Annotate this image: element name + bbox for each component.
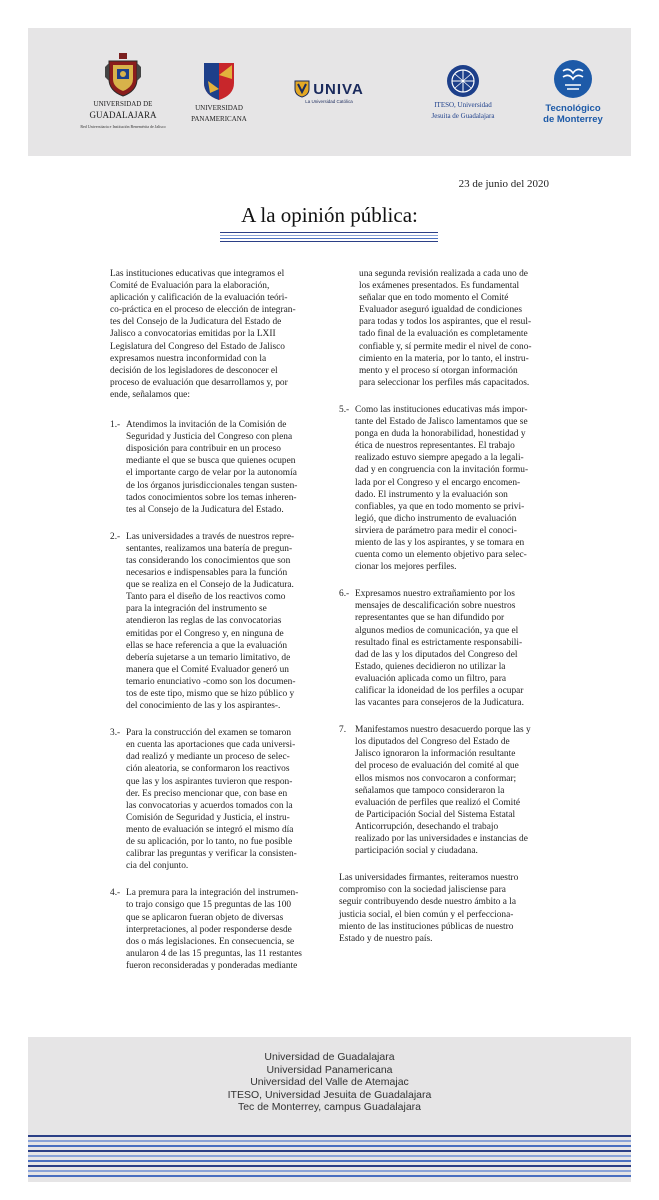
point-5 (339, 404, 556, 573)
point-7 (339, 724, 556, 857)
point-3-number: 3.- (110, 728, 121, 739)
univa-wordmark: UNIVA (313, 80, 364, 98)
right-column (339, 268, 556, 959)
closing-paragraph: Las universidades firmantes, reiteramos nuestro compromiso con la sociedad jalisciense para seguir contribuyendo desde nuestro ámbito a la justicia social, el bien común y el perfecciona- miento de las instituciones públicas de nuestro Estado y de nuestro país. (339, 873, 519, 944)
point-6-text: Expresamos nuestro extrañamiento por los mensajes de descalificación sobre nuestros representantes que se han difundido por algunos medios de comunicación, ya que el resultado final es estrictamente responsabili- dad de las y los diputados del Congreso del Estado, quienes decidieron no utilizar la evaluación aplicada como un filtro, para calificar la idoneidad de los perfiles a ocupar las vacantes para consejeros de la Judicatura. (355, 589, 524, 709)
point-4 (110, 887, 330, 972)
iteso-name-line1: ITESO, Universidad (434, 101, 492, 109)
univa-shield-icon (294, 80, 310, 98)
signatory-tec: Tec de Monterrey, campus Guadalajara (237, 1101, 422, 1113)
univa-logo (274, 28, 384, 156)
left-column (110, 268, 330, 987)
publication-date: 23 de junio del 2020 (458, 178, 549, 190)
signatory-iteso: ITESO, Universidad Jesuita de Guadalajara (227, 1088, 432, 1101)
point-1-number: 1.- (110, 420, 121, 431)
title-underline-stripes (220, 232, 438, 244)
page-title: A la opinión pública: (241, 203, 418, 227)
up-logo (176, 28, 262, 156)
point-5-text: Como las instituciones educativas más impor- tante del Estado de Jalisco lamentamos que se ponga en duda la honorabilidad, honestidad y ética de nuestros representantes. El trabajo realizado estuvo siempre apegado a la legali- dad y en congruencia con la invitación formu- lada por el Congreso y el encargo encomen- dado. El instrumento y la evaluación son confiables, ya que en todo momento se privi- legió, que dicho instrumento de evaluación sirviera de parámetro para medir el conoci- miento de las y los aspirantes, y se tomara en cuenta como un elemento objetivo para selec- cionar los mejores perfiles. (355, 404, 529, 573)
point-6 (339, 588, 556, 709)
point-2 (110, 531, 330, 712)
udg-crest-icon (105, 53, 141, 97)
up-shield-icon (202, 61, 236, 101)
tec-seal-icon (553, 59, 593, 99)
footer-stripes (28, 1135, 631, 1180)
point-5-number: 5.- (339, 404, 350, 415)
signatories-list (28, 1051, 631, 1114)
logo-header-band (28, 28, 631, 156)
udg-name-line2: GUADALAJARA (89, 110, 157, 120)
point-1 (110, 419, 330, 516)
point-2-text: Las universidades a través de nuestros repre- sentantes, realizamos una batería de pregun- tas considerando los conocimientos que son necesarios e indispensables para la función que se realiza en el Consejo de la Judicatura. Tanto para el diseño de los reactivos como para la integración del instrumento se atendieron las reglas de las convocatorias emitidas por el Congreso y, en ninguna de ellas se hace referencia a que la evaluación debería sujetarse a un temario limitativo, de manera que el Comité Evaluador generó un temario enunciativo -como son los documen- tos de este tipo, mismo que se hizo público y del conocimiento de las y los aspirantes-. (126, 531, 296, 712)
point-1-text: Atendimos la invitación de la Comisión de Seguridad y Justicia del Congreso con plena disposición para contribuir en un proceso mediante el que se busca que quienes ocupen el importante cargo de velar por la autonomía de los órganos jurisdiccionales tengan susten- tados conocimientos sobre los temas inheren- tes al Consejo de la Judicatura del Estado. (126, 420, 298, 515)
signatory-udg: Universidad de Guadalajara (264, 1051, 395, 1063)
point-7-text: Manifestamos nuestro desacuerdo porque las y los diputados del Congreso del Estado de Jalisco ignoraron la información resultante del proceso de evaluación del comité al que ellos mismos nos convocaron a conformar; señalamos que tampoco consideraron la evaluación de perfiles que realizó el Comité de Participación Social del Sistema Estatal Anticorrupción, desechando el trabajo realizado por las universidades e instancias de participación social y ciudadana. (355, 725, 531, 857)
up-name-line1: UNIVERSIDAD (195, 104, 243, 112)
signatories-band (28, 1037, 631, 1182)
iteso-globe-icon (446, 64, 480, 98)
signatory-univa: Universidad del Valle de Atemajac (250, 1076, 409, 1088)
point-4-continued (343, 268, 556, 389)
point-4-continued-text: una segunda revisión realizada a cada uno de los exámenes presentados. Es fundamental señalar que en todo momento el Comité Evaluador aseguró igualdad de condiciones para todas y todos los aspirantes, que el resul- tado final de la evaluación es completamente confiable y, sí permite medir el nivel de cono- cimiento en la materia, por lo tanto, el instru- mento y el proceso sí otorgan información para seleccionar los perfiles más capacitados. (359, 269, 532, 388)
point-3-text: Para la construcción del examen se tomaron en cuenta las aportaciones que cada universi- dad realizó y mediante un proceso de selec- ción aleatoria, se conformaron los reactivos que las y los aspirantes tuvieron que respon- der. Es preciso mencionar que, con base en las convocatorias y acuerdos tomados con la Comisión de Seguridad y Justicia, el instru- mento de evaluación se integró el mismo día de su aplicación, por lo tanto, no fue posible calibrar las preguntas y verificar la consisten- cia del conjunto. (126, 728, 297, 872)
up-name-line2: PANAMERICANA (191, 115, 247, 123)
tec-name-line1: Tecnológico (545, 103, 601, 114)
point-3 (110, 727, 330, 872)
point-2-number: 2.- (110, 531, 121, 542)
point-6-number: 6.- (339, 589, 350, 600)
univa-tagline: La Universidad Católica (305, 99, 353, 104)
iteso-name-line2: Jesuita de Guadalajara (431, 112, 495, 120)
udg-name-line1: UNIVERSIDAD DE (93, 100, 153, 108)
tec-logo (528, 28, 618, 156)
point-4-text: La premura para la integración del instrumen- to trajo consigo que 15 preguntas de las 100 que se aplicaron fueran objeto de diversas interpretaciones, al poder responderse desde dos o más legislaciones. En consecuencia, se anularon 4 de las 15 preguntas, las 11 restantes fueron reconsideradas y ponderadas mediante (126, 888, 302, 971)
intro-paragraph: Las instituciones educativas que integramos el Comité de Evaluación para la elaboración, aplicación y calificación de la evaluación teóri- co-práctica en el proceso de elección de integran- tes del Consejo de la Judicatura del Estado de Jalisco a convocatorias emitidas por la LXII Legislatura del Congreso del Estado de Jalisco expresamos nuestra inconformidad con la decisión de los legisladores de desconocer el proceso de evaluación que desarrollamos y, por ende, señalamos que: (110, 269, 296, 400)
point-7-number: 7. (339, 725, 347, 736)
point-4-continued-number (343, 268, 359, 389)
udg-tagline: Red Universitaria e Institución Benemérita de Jalisco (80, 124, 166, 129)
iteso-logo (408, 28, 518, 156)
udg-logo (78, 28, 168, 156)
tec-name-line2: de Monterrey (543, 114, 603, 125)
point-4-number: 4.- (110, 888, 121, 899)
signatory-up: Universidad Panamericana (266, 1063, 393, 1076)
